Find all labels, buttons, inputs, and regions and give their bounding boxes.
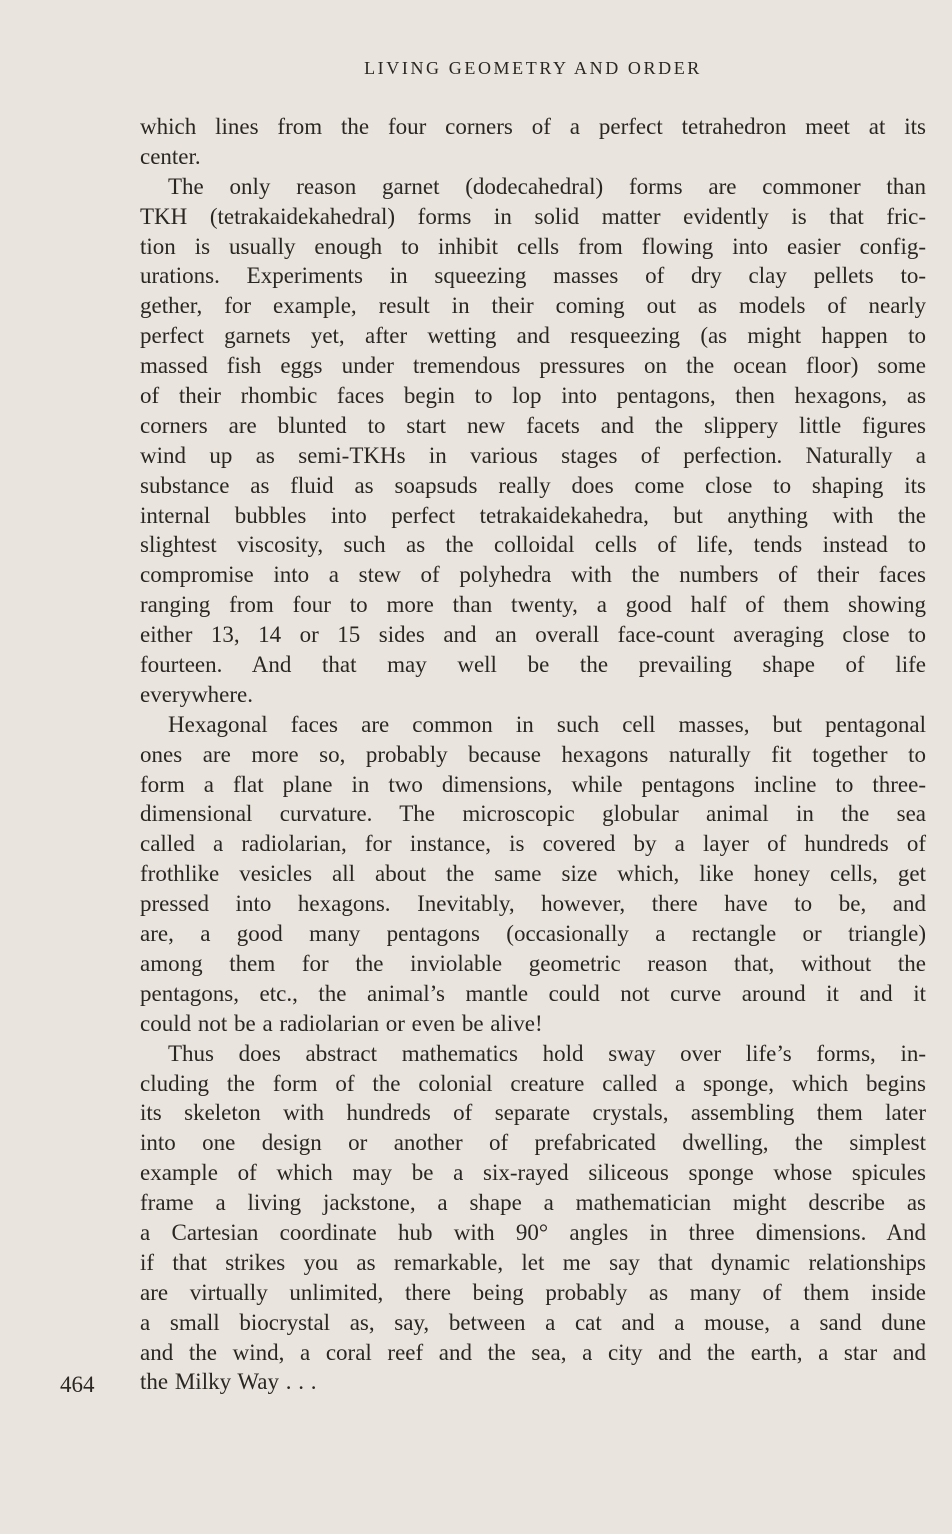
text-line: TKH (tetrakaidekahedral) forms in solid matter evidently is that fric-	[140, 203, 926, 229]
body-text	[140, 112, 926, 1397]
text-line: frame a living jackstone, a shape a mathematician might describe as	[140, 1190, 926, 1216]
text-line: into one design or another of prefabricated dwelling, the simplest	[140, 1130, 926, 1156]
text-line: perfect garnets yet, after wetting and resqueezing (as might happen to	[140, 323, 926, 349]
text-line: could not be a radiolarian or even be alive!	[140, 1010, 543, 1036]
text-line: wind up as semi-TKHs in various stages of perfection. Naturally a	[140, 442, 926, 468]
text-line: called a radiolarian, for instance, is covered by a layer of hundreds of	[140, 831, 926, 857]
text-line: ranging from four to more than twenty, a good half of them showing	[140, 592, 926, 618]
text-line: center.	[140, 143, 201, 169]
text-line: pentagons, etc., the animal’s mantle could not curve around it and it	[140, 980, 926, 1006]
text-line: frothlike vesicles all about the same size which, like honey cells, get	[140, 861, 926, 887]
text-line: dimensional curvature. The microscopic globular animal in the sea	[140, 801, 926, 827]
text-line: The only reason garnet (dodecahedral) forms are commoner than	[168, 173, 926, 199]
text-line: are, a good many pentagons (occasionally a rectangle or triangle)	[140, 921, 926, 947]
text-line: urations. Experiments in squeezing masses of dry clay pellets to-	[140, 263, 926, 289]
text-line: Thus does abstract mathematics hold sway over life’s forms, in-	[168, 1040, 926, 1066]
text-line: slightest viscosity, such as the colloidal cells of life, tends instead to	[140, 532, 926, 558]
paragraph	[140, 710, 926, 1039]
text-line: cluding the form of the colonial creature called a sponge, which begins	[140, 1070, 926, 1096]
text-line: example of which may be a six-rayed siliceous sponge whose spicules	[140, 1160, 926, 1186]
text-line: among them for the inviolable geometric reason that, without the	[140, 950, 926, 976]
text-line: if that strikes you as remarkable, let me say that dynamic relationships	[140, 1249, 926, 1275]
text-line: its skeleton with hundreds of separate crystals, assembling them later	[140, 1100, 926, 1126]
text-line: tion is usually enough to inhibit cells from flowing into easier config-	[140, 233, 926, 259]
running-head: LIVING GEOMETRY AND ORDER	[364, 58, 702, 78]
text-line: which lines from the four corners of a perfect tetrahedron meet at its	[140, 114, 926, 139]
text-line: pressed into hexagons. Inevitably, however, there have to be, and	[140, 891, 926, 917]
text-line: a Cartesian coordinate hub with 90° angles in three dimensions. And	[140, 1219, 926, 1245]
text-line: form a flat plane in two dimensions, while pentagons incline to three-	[140, 771, 926, 797]
text-line: corners are blunted to start new facets and the slippery little figures	[140, 412, 926, 438]
text-line: and the wind, a coral reef and the sea, a city and the earth, a star and	[140, 1339, 926, 1365]
text-line: Hexagonal faces are common in such cell masses, but pentagonal	[168, 711, 926, 737]
text-line: of their rhombic faces begin to lop into pentagons, then hexagons, as	[140, 383, 926, 409]
text-line: gether, for example, result in their coming out as models of nearly	[140, 293, 926, 319]
text-line: fourteen. And that may well be the prevailing shape of life	[140, 652, 926, 678]
text-line: are virtually unlimited, there being probably as many of them inside	[140, 1279, 926, 1305]
paragraph	[140, 172, 926, 710]
text-line: ones are more so, probably because hexagons naturally fit together to	[140, 741, 926, 767]
text-line: compromise into a stew of polyhedra with the numbers of their faces	[140, 562, 926, 588]
paragraph	[140, 1039, 926, 1398]
text-line: internal bubbles into perfect tetrakaidekahedra, but anything with the	[140, 502, 926, 528]
text-line: substance as fluid as soapsuds really does come close to shaping its	[140, 472, 926, 498]
text-line: everywhere.	[140, 681, 254, 707]
page-number: 464	[60, 1372, 95, 1397]
text-line: massed fish eggs under tremendous pressures on the ocean floor) some	[140, 353, 926, 379]
paragraph	[140, 112, 926, 172]
text-line: a small biocrystal as, say, between a cat and a mouse, a sand dune	[140, 1309, 926, 1335]
text-line: the Milky Way . . .	[140, 1369, 317, 1395]
text-line: either 13, 14 or 15 sides and an overall face-count averaging close to	[140, 622, 926, 648]
